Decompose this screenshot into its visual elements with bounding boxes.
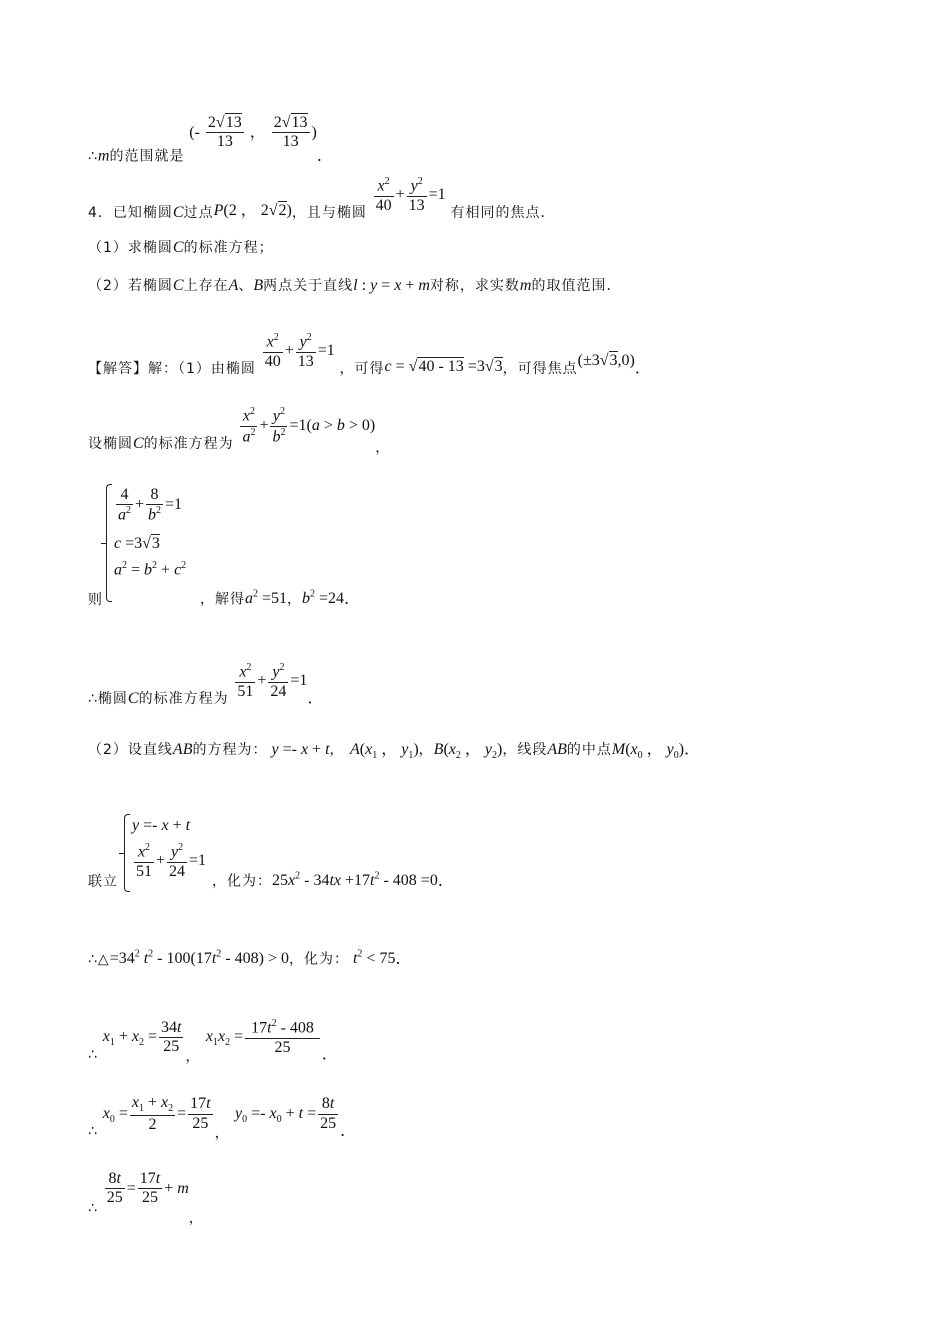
q4-part1: （1）求椭圆C的标准方程；: [88, 239, 274, 256]
range-line: ∴m的范围就是 (- $\frac{2√13}{13}$ ， $\frac{2√13}{13}$ )．: [88, 114, 333, 165]
ellipse-eq-given: $\frac{x^2}{40}$ + $\frac{y^2}{13}$ =1: [375, 176, 446, 214]
solve-line: ，解得$a^2 =51$，$b^2 =24$．: [200, 589, 361, 608]
then-line: 则: [88, 592, 103, 608]
delta-line: $\therefore\triangle=34^2$ $t^2 - 100(17t^2 - 408) > 0$，化为： $t^2 < 75$．: [88, 949, 412, 968]
part2-setup: （2）设直线AB的方程为： y =- x + t， $A(x_1$ ， $y_1$)，$B(x_2$ ， $y_2$)，线段AB的中点$M(x_0$ ， $y_0$)．: [88, 741, 701, 762]
system-brace-1: [106, 484, 112, 602]
system2-2: $\frac{x^2}{51}$ + $\frac{y^2}{24}$ =1: [136, 842, 207, 880]
final-line: ∴ $\frac{8t}{25}$ = $\frac{17t}{25}$ + m，: [88, 1170, 204, 1227]
system-1: $\frac{4}{a^2}$ + $\frac{8}{b^2}$ =1: [118, 486, 183, 524]
system-2: c =3√3: [114, 535, 160, 552]
system-3: $a^2 = b^2 + c^2$: [114, 560, 187, 579]
range-interval: (- $\frac{2√13}{13}$ ， $\frac{2√13}{13}$ ): [189, 114, 317, 151]
q4-part2: （2）若椭圆C上存在A、B两点关于直线l : y = x + m对称，求实数m的取值范围．: [88, 277, 622, 294]
set-standard: 设椭圆C的标准方程为 $\frac{x^2}{a^2}$ + $\frac{y^2}{b^2}$ =1(a > b > 0)，: [88, 406, 391, 456]
system-brace-2: [124, 814, 130, 892]
question-4: 4．已知椭圆C过点P(2 ， 2√2)，且与椭圆 $\frac{x^2}{40}$ + $\frac{y^2}{13}$ =1 有相同的焦点．: [88, 176, 556, 222]
vieta-line: ∴ $x_1 + x_2$ = $\frac{34t}{25}$ ， $x_1x_2$ = $\frac{17t^2 - 408}{25}$ ．: [88, 1018, 338, 1066]
system2-1: y =- x + t: [132, 817, 191, 834]
var-m: m: [97, 147, 110, 165]
std-result: ∴椭圆C的标准方程为 $\frac{x^2}{51}$ + $\frac{y^2}{24}$ =1．: [88, 662, 324, 708]
answer-head: 【解答】解：（1）由椭圆 $\frac{x^2}{40}$ + $\frac{y^2}{13}$ =1 ，可得c = √40 - 13 =3√3，可得焦点(±3√3,0)．: [88, 332, 651, 378]
lianli-line: 联立: [88, 874, 118, 890]
huawei-line: ，化为：$25x^2 - 34tx +17t^2 - 408 =0$．: [212, 871, 454, 890]
midpoint-line: ∴ $x_0$ = $\frac{x_1 + x_2}{2}$ = $\frac{17t}{25}$ ， $y_0 =- x_0 + t$ = $\frac{8t}{25}$ ．: [88, 1094, 357, 1142]
